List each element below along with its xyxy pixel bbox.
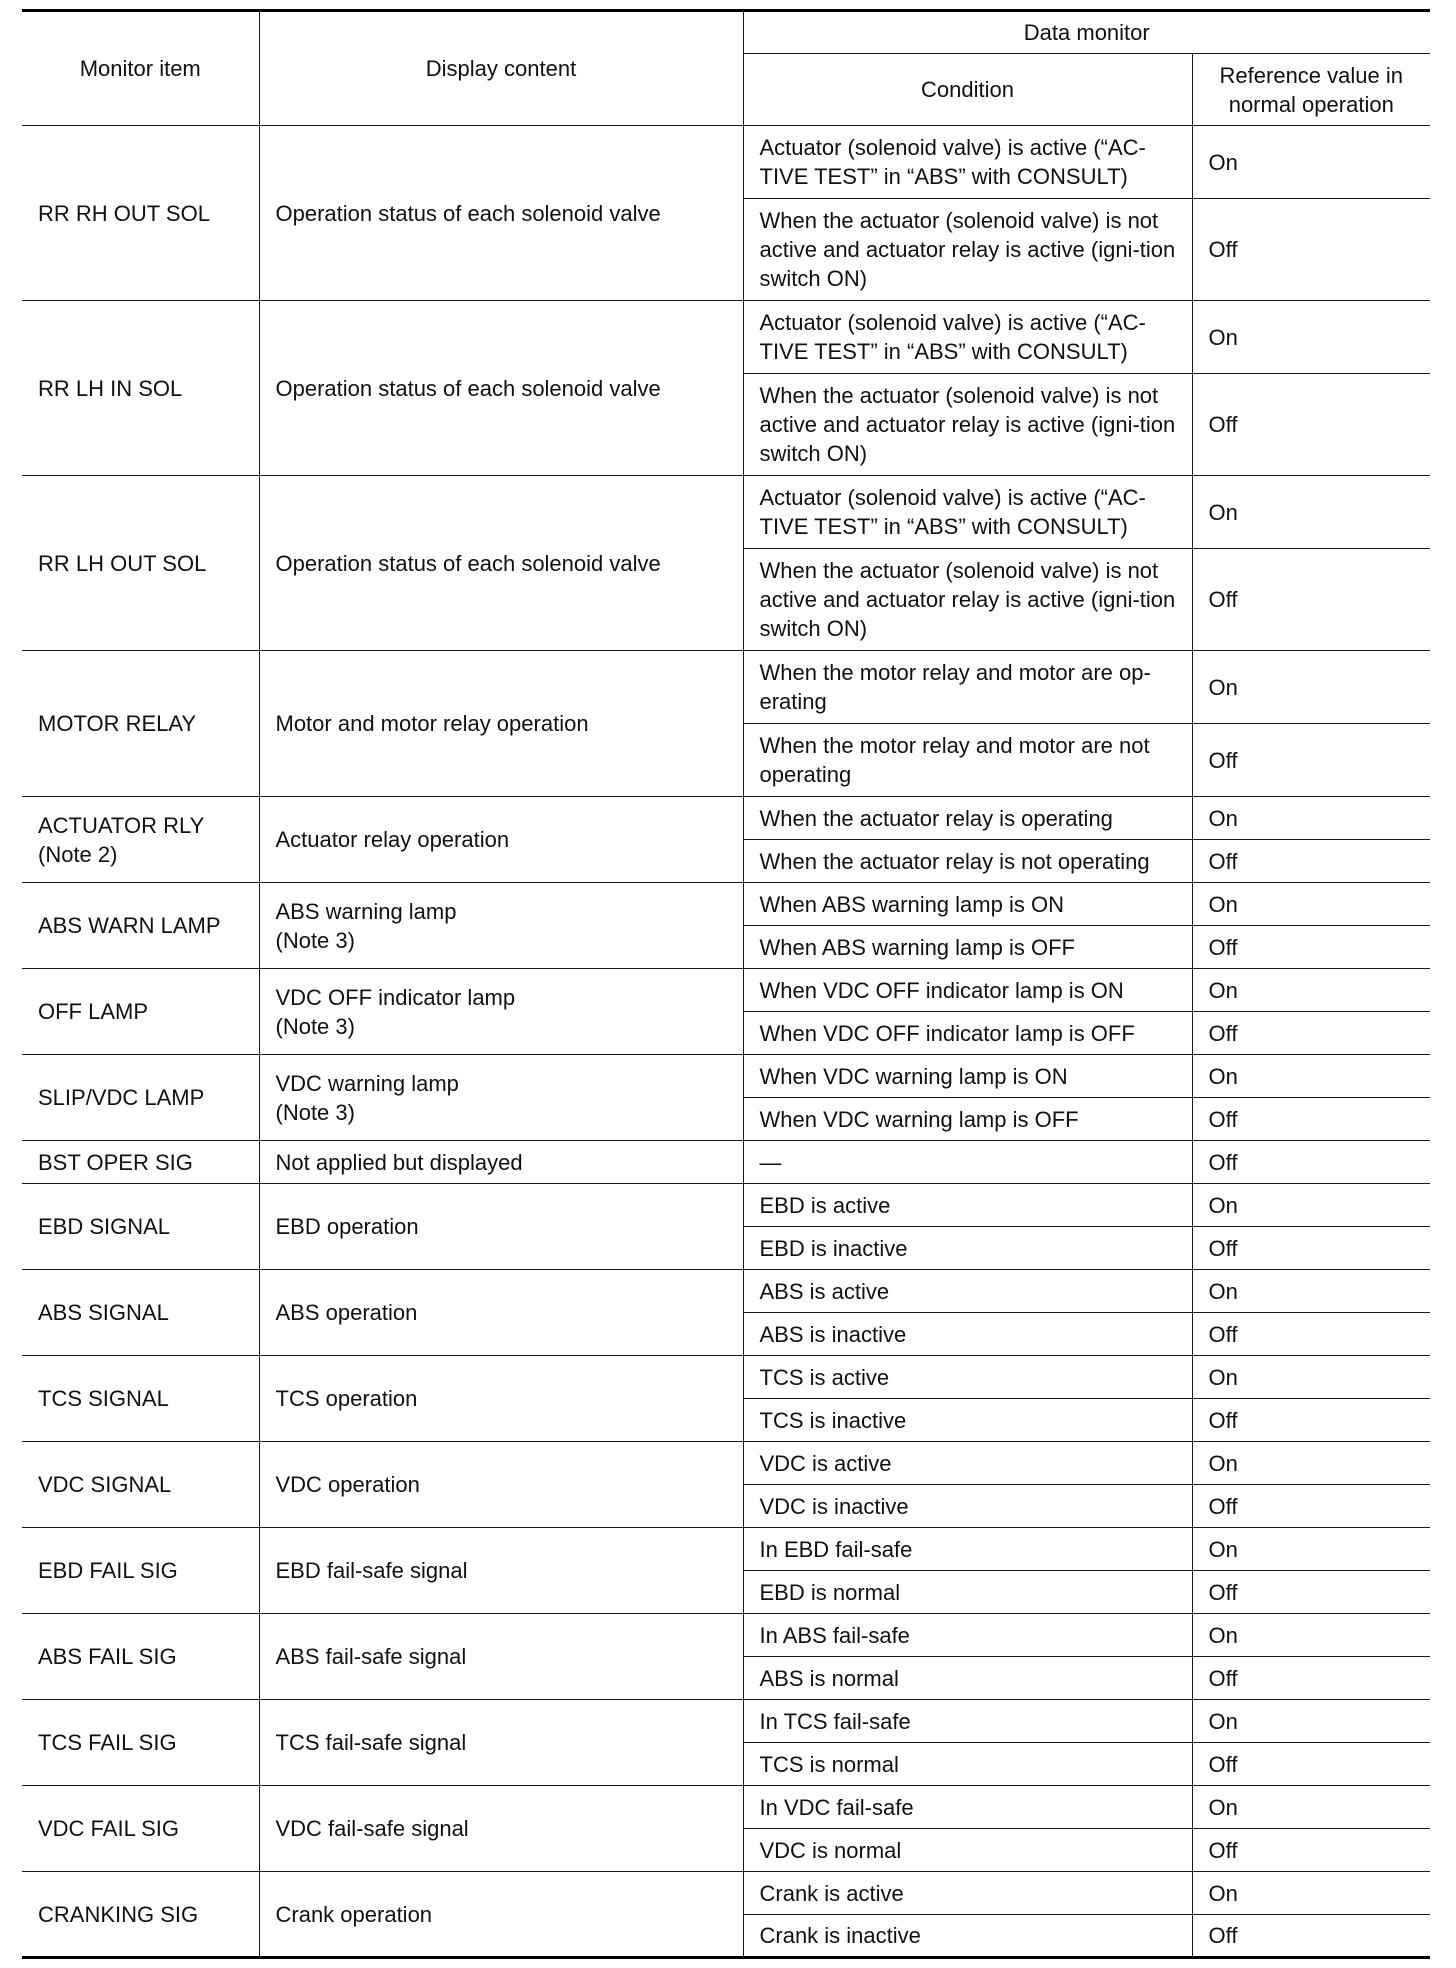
condition-cell: When VDC OFF indicator lamp is ON <box>743 969 1192 1012</box>
table-row <box>22 1356 1430 1399</box>
display-content-cell: Motor and motor relay operation <box>259 651 743 797</box>
display-content-cell: Actuator relay operation <box>259 797 743 883</box>
table-row <box>22 651 1430 724</box>
display-content-cell: ABS operation <box>259 1270 743 1356</box>
data-monitor-table <box>22 9 1430 1959</box>
reference-value-cell: On <box>1192 883 1430 926</box>
display-content-cell: VDC fail-safe signal <box>259 1786 743 1872</box>
reference-value-cell: Off <box>1192 926 1430 969</box>
header-reference-value: Reference value in normal operation <box>1192 54 1430 126</box>
reference-value-cell: Off <box>1192 1485 1430 1528</box>
table-row <box>22 1700 1430 1743</box>
reference-value-cell: On <box>1192 797 1430 840</box>
reference-value-cell: Off <box>1192 1657 1430 1700</box>
display-content-cell: Crank operation <box>259 1872 743 1958</box>
condition-cell: ABS is normal <box>743 1657 1192 1700</box>
monitor-item-cell: MOTOR RELAY <box>22 651 259 797</box>
condition-cell: ABS is inactive <box>743 1313 1192 1356</box>
reference-value-cell: On <box>1192 1055 1430 1098</box>
reference-value-cell: Off <box>1192 1012 1430 1055</box>
reference-value-cell: On <box>1192 1614 1430 1657</box>
condition-cell: When the actuator relay is operating <box>743 797 1192 840</box>
condition-cell: When the actuator relay is not operating <box>743 840 1192 883</box>
table-row <box>22 126 1430 199</box>
monitor-item-cell: VDC FAIL SIG <box>22 1786 259 1872</box>
condition-cell: EBD is inactive <box>743 1227 1192 1270</box>
table-row <box>22 883 1430 926</box>
condition-cell: Actuator (solenoid valve) is active (“AC-TIVE TEST” in “ABS” with CONSULT) <box>743 301 1192 374</box>
condition-cell: TCS is normal <box>743 1743 1192 1786</box>
display-content-cell: Not applied but displayed <box>259 1141 743 1184</box>
reference-value-cell: On <box>1192 1700 1430 1743</box>
reference-value-cell: On <box>1192 1270 1430 1313</box>
monitor-item-cell: SLIP/VDC LAMP <box>22 1055 259 1141</box>
reference-value-cell: On <box>1192 126 1430 199</box>
reference-value-cell: Off <box>1192 724 1430 797</box>
reference-value-cell: On <box>1192 1528 1430 1571</box>
monitor-item-cell: RR RH OUT SOL <box>22 126 259 301</box>
table-body <box>22 126 1430 1958</box>
condition-cell: When the motor relay and motor are not operating <box>743 724 1192 797</box>
condition-cell: EBD is normal <box>743 1571 1192 1614</box>
reference-value-cell: Off <box>1192 1829 1430 1872</box>
table-row <box>22 969 1430 1012</box>
display-content-cell: Operation status of each solenoid valve <box>259 301 743 476</box>
reference-value-cell: Off <box>1192 840 1430 883</box>
monitor-item-cell: RR LH OUT SOL <box>22 476 259 651</box>
table-row <box>22 1055 1430 1098</box>
reference-value-cell: Off <box>1192 1227 1430 1270</box>
reference-value-cell: On <box>1192 1356 1430 1399</box>
table-row <box>22 1786 1430 1829</box>
table-row <box>22 1614 1430 1657</box>
condition-cell: In ABS fail-safe <box>743 1614 1192 1657</box>
reference-value-cell: Off <box>1192 1098 1430 1141</box>
condition-cell: In VDC fail-safe <box>743 1786 1192 1829</box>
monitor-item-cell: ABS SIGNAL <box>22 1270 259 1356</box>
condition-cell: Crank is inactive <box>743 1915 1192 1958</box>
table-row <box>22 476 1430 549</box>
condition-cell: In EBD fail-safe <box>743 1528 1192 1571</box>
display-content-cell: VDC warning lamp (Note 3) <box>259 1055 743 1141</box>
header-data-monitor: Data monitor <box>743 11 1430 54</box>
condition-cell: When VDC warning lamp is OFF <box>743 1098 1192 1141</box>
monitor-item-cell: ABS WARN LAMP <box>22 883 259 969</box>
condition-cell: When the actuator (solenoid valve) is not active and actuator relay is active (igni-tion switch ON) <box>743 374 1192 476</box>
reference-value-cell: Off <box>1192 1141 1430 1184</box>
reference-value-cell: Off <box>1192 1743 1430 1786</box>
monitor-item-cell: OFF LAMP <box>22 969 259 1055</box>
reference-value-cell: On <box>1192 651 1430 724</box>
reference-value-cell: On <box>1192 476 1430 549</box>
display-content-cell: TCS operation <box>259 1356 743 1442</box>
reference-value-cell: Off <box>1192 199 1430 301</box>
condition-cell: When VDC OFF indicator lamp is OFF <box>743 1012 1192 1055</box>
reference-value-cell: Off <box>1192 549 1430 651</box>
monitor-item-cell: TCS SIGNAL <box>22 1356 259 1442</box>
monitor-item-cell: EBD FAIL SIG <box>22 1528 259 1614</box>
condition-cell: When the motor relay and motor are op-erating <box>743 651 1192 724</box>
reference-value-cell: On <box>1192 1184 1430 1227</box>
condition-cell: VDC is normal <box>743 1829 1192 1872</box>
reference-value-cell: Off <box>1192 1399 1430 1442</box>
display-content-cell: ABS fail-safe signal <box>259 1614 743 1700</box>
table-row <box>22 1872 1430 1915</box>
condition-cell: TCS is active <box>743 1356 1192 1399</box>
display-content-cell: Operation status of each solenoid valve <box>259 476 743 651</box>
condition-cell: When the actuator (solenoid valve) is not active and actuator relay is active (igni-tion switch ON) <box>743 199 1192 301</box>
condition-cell: VDC is inactive <box>743 1485 1192 1528</box>
display-content-cell: ABS warning lamp (Note 3) <box>259 883 743 969</box>
table-row <box>22 1528 1430 1571</box>
condition-cell: Actuator (solenoid valve) is active (“AC-TIVE TEST” in “ABS” with CONSULT) <box>743 126 1192 199</box>
table-row <box>22 797 1430 840</box>
display-content-cell: EBD operation <box>259 1184 743 1270</box>
reference-value-cell: Off <box>1192 374 1430 476</box>
condition-cell: When VDC warning lamp is ON <box>743 1055 1192 1098</box>
condition-cell: Actuator (solenoid valve) is active (“AC-TIVE TEST” in “ABS” with CONSULT) <box>743 476 1192 549</box>
condition-cell: When ABS warning lamp is OFF <box>743 926 1192 969</box>
display-content-cell: EBD fail-safe signal <box>259 1528 743 1614</box>
monitor-item-cell: ABS FAIL SIG <box>22 1614 259 1700</box>
condition-cell: — <box>743 1141 1192 1184</box>
condition-cell: When ABS warning lamp is ON <box>743 883 1192 926</box>
reference-value-cell: On <box>1192 969 1430 1012</box>
reference-value-cell: On <box>1192 1786 1430 1829</box>
table-row <box>22 301 1430 374</box>
display-content-cell: Operation status of each solenoid valve <box>259 126 743 301</box>
condition-cell: TCS is inactive <box>743 1399 1192 1442</box>
table-row <box>22 1141 1430 1184</box>
condition-cell: ABS is active <box>743 1270 1192 1313</box>
condition-cell: EBD is active <box>743 1184 1192 1227</box>
monitor-item-cell: BST OPER SIG <box>22 1141 259 1184</box>
display-content-cell: VDC operation <box>259 1442 743 1528</box>
reference-value-cell: Off <box>1192 1571 1430 1614</box>
monitor-item-cell: EBD SIGNAL <box>22 1184 259 1270</box>
monitor-item-cell: CRANKING SIG <box>22 1872 259 1958</box>
reference-value-cell: On <box>1192 301 1430 374</box>
monitor-item-cell: RR LH IN SOL <box>22 301 259 476</box>
reference-value-cell: Off <box>1192 1313 1430 1356</box>
header-monitor-item: Monitor item <box>22 11 259 126</box>
monitor-item-cell: VDC SIGNAL <box>22 1442 259 1528</box>
reference-value-cell: On <box>1192 1442 1430 1485</box>
display-content-cell: TCS fail-safe signal <box>259 1700 743 1786</box>
reference-value-cell: Off <box>1192 1915 1430 1958</box>
condition-cell: When the actuator (solenoid valve) is not active and actuator relay is active (igni-tion switch ON) <box>743 549 1192 651</box>
table-row <box>22 1270 1430 1313</box>
condition-cell: VDC is active <box>743 1442 1192 1485</box>
condition-cell: Crank is active <box>743 1872 1192 1915</box>
display-content-cell: VDC OFF indicator lamp (Note 3) <box>259 969 743 1055</box>
header-display-content: Display content <box>259 11 743 126</box>
monitor-item-cell: ACTUATOR RLY (Note 2) <box>22 797 259 883</box>
header-condition: Condition <box>743 54 1192 126</box>
reference-value-cell: On <box>1192 1872 1430 1915</box>
monitor-item-cell: TCS FAIL SIG <box>22 1700 259 1786</box>
condition-cell: In TCS fail-safe <box>743 1700 1192 1743</box>
table-row <box>22 1442 1430 1485</box>
table-row <box>22 1184 1430 1227</box>
